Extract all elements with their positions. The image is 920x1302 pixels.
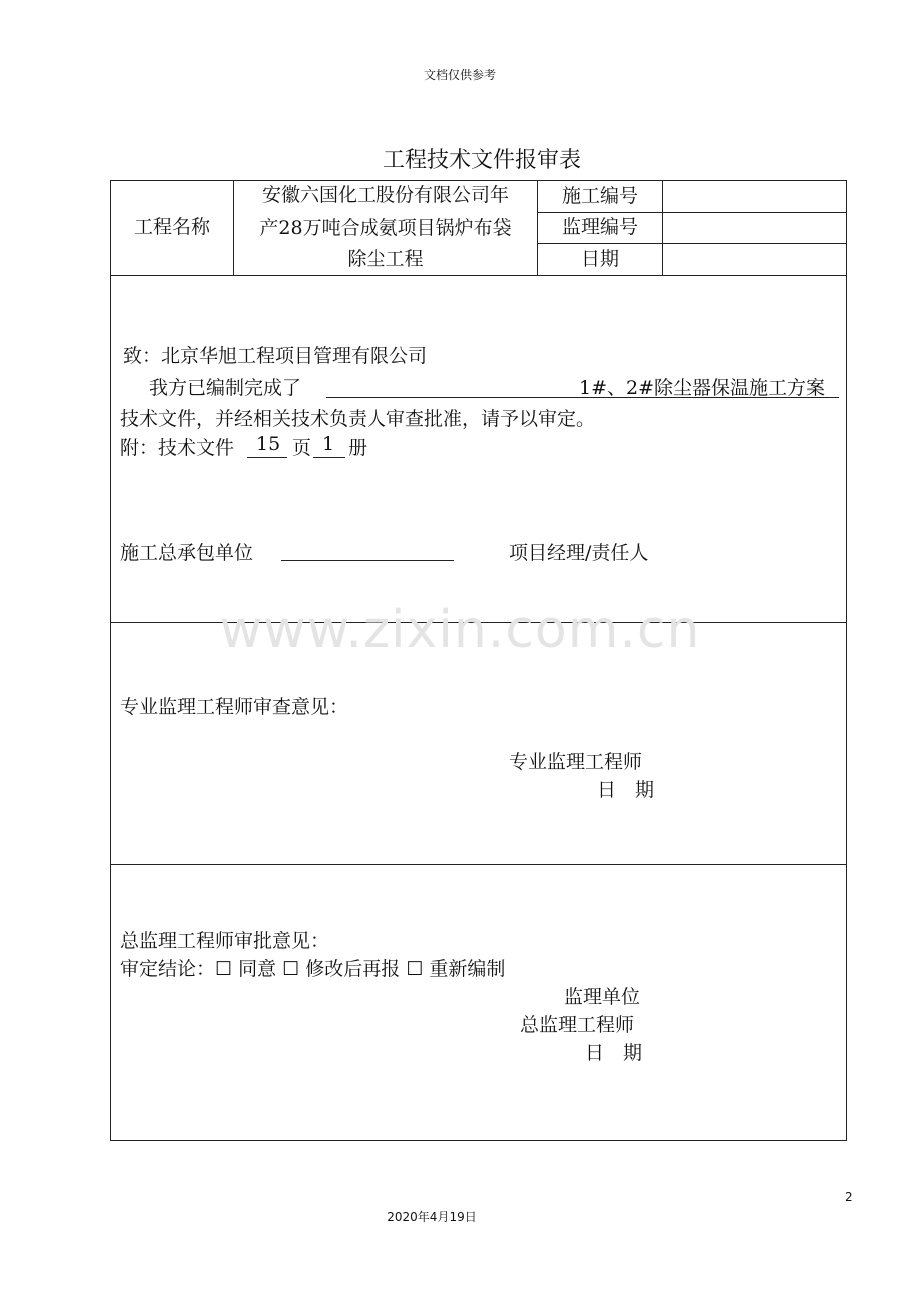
page-number: 2 xyxy=(845,1190,853,1204)
table-divider xyxy=(110,864,847,865)
attachment-volumes: 1 xyxy=(322,433,335,455)
chief-opinion-label: 总监理工程师审批意见： xyxy=(120,930,330,952)
volumes-unit: 册 xyxy=(348,437,368,459)
chief-signer-label: 总监理工程师 xyxy=(520,1014,635,1036)
project-name-line1: 安徽六国化工股份有限公司年 xyxy=(261,184,509,206)
project-name-line2: 产28万吨合成氨项目锅炉布袋 xyxy=(259,217,512,239)
conclusion-label: 审定结论： xyxy=(120,958,216,980)
document-name: 1#、2#除尘器保温施工方案 xyxy=(579,377,826,399)
table-divider xyxy=(662,180,663,275)
supervision-unit-label: 监理单位 xyxy=(564,986,641,1008)
engineer-opinion-label: 专业监理工程师审查意见： xyxy=(120,696,349,718)
chief-date-label: 日 期 xyxy=(585,1042,643,1064)
table-right-border xyxy=(846,180,847,1140)
construction-no-label: 施工编号 xyxy=(561,185,638,207)
engineer-date-label: 日 期 xyxy=(597,779,655,801)
attachment-prefix: 附：技术文件 xyxy=(120,437,235,459)
option-agree-label: 同意 xyxy=(238,958,277,980)
watermark: www.zixin.com.cn xyxy=(219,600,701,660)
conclusion-row xyxy=(120,954,505,981)
table-left-border xyxy=(110,180,111,1140)
checkbox-revise[interactable]: ☐ xyxy=(282,958,300,980)
table-divider xyxy=(537,243,847,244)
pages-underline xyxy=(247,457,287,458)
checkbox-redo[interactable]: ☐ xyxy=(406,958,424,980)
footer-date: 2020年4月19日 xyxy=(387,1210,477,1224)
engineer-signer-label: 专业监理工程师 xyxy=(509,751,643,773)
attachment-pages: 15 xyxy=(256,433,281,455)
supervision-no-label: 监理编号 xyxy=(561,216,638,238)
completed-prefix: 我方已编制完成了 xyxy=(149,377,302,399)
project-name-label: 工程名称 xyxy=(133,216,210,238)
contractor-underline xyxy=(281,560,454,561)
date-label: 日期 xyxy=(580,248,619,270)
option-redo-label: 重新编制 xyxy=(429,958,506,980)
checkbox-agree[interactable]: ☐ xyxy=(215,958,233,980)
approval-statement: 技术文件，并经相关技术负责人审查批准，请予以审定。 xyxy=(120,408,596,430)
contractor-label: 施工总承包单位 xyxy=(120,542,254,564)
addressee: 致：北京华旭工程项目管理有限公司 xyxy=(123,345,428,367)
project-name-line3: 除尘工程 xyxy=(347,248,424,270)
header-note: 文档仅供参考 xyxy=(423,68,496,82)
project-manager-label: 项目经理/责任人 xyxy=(509,542,649,564)
table-bottom-border xyxy=(110,1140,847,1141)
volumes-underline xyxy=(313,457,345,458)
page-title: 工程技术文件报审表 xyxy=(382,148,581,173)
pages-unit: 页 xyxy=(292,437,312,459)
table-divider xyxy=(110,275,847,276)
option-revise-label: 修改后再报 xyxy=(305,958,401,980)
